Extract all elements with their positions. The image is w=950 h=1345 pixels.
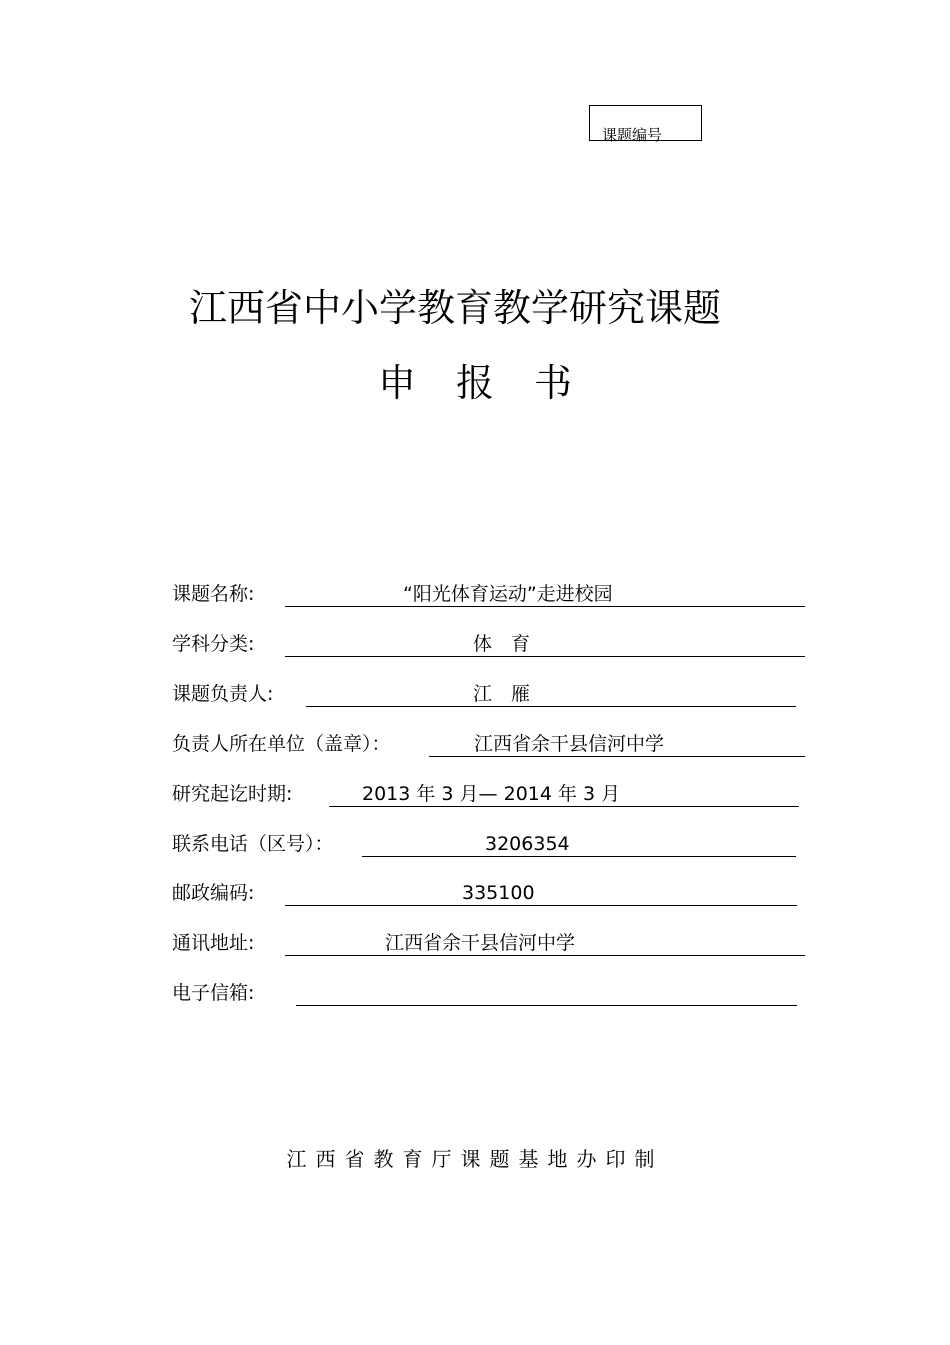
- field-label-project-name: 课题名称:: [172, 583, 255, 605]
- field-label-address: 通讯地址:: [172, 932, 255, 954]
- field-line-project-name: [285, 582, 805, 607]
- field-label-email: 电子信箱:: [172, 982, 255, 1004]
- field-value-leader-unit: 江西省余干县信河中学: [474, 733, 665, 755]
- field-label-phone: 联系电话（区号）：: [172, 833, 334, 855]
- field-line-leader-unit: [429, 732, 805, 757]
- project-code-box: [589, 105, 702, 144]
- field-line-address: [285, 931, 805, 956]
- document-subtitle: 申报书: [377, 361, 612, 405]
- field-value-research-period: 2013 年 3 月— 2014 年 3 月: [362, 783, 621, 805]
- field-line-research-period: [329, 782, 799, 807]
- field-line-project-leader: [306, 682, 796, 707]
- field-line-postal-code: [285, 881, 797, 906]
- field-label-research-period: 研究起讫时期:: [172, 783, 293, 805]
- field-value-phone: 3206354: [485, 833, 570, 855]
- field-label-subject: 学科分类:: [172, 633, 255, 655]
- field-value-project-name: “阳光体育运动”走进校园: [403, 583, 613, 605]
- field-label-postal-code: 邮政编码:: [172, 882, 255, 904]
- field-label-project-leader: 课题负责人:: [172, 683, 274, 705]
- field-value-postal-code: 335100: [462, 882, 535, 904]
- field-value-project-leader: 江 雁: [473, 683, 531, 705]
- field-label-leader-unit: 负责人所在单位（盖章）：: [172, 733, 391, 755]
- field-line-email: [296, 981, 797, 1006]
- field-value-address: 江西省余干县信河中学: [385, 932, 576, 954]
- printed-by-footer: 江西省教育厅课题基地办印制: [286, 1147, 664, 1171]
- field-value-subject: 体 育: [473, 633, 531, 655]
- document-title: 江西省中小学教育教学研究课题: [188, 286, 721, 330]
- field-line-subject: [285, 632, 805, 657]
- field-line-phone: [362, 832, 796, 857]
- project-code-label: 课题编号: [602, 126, 663, 144]
